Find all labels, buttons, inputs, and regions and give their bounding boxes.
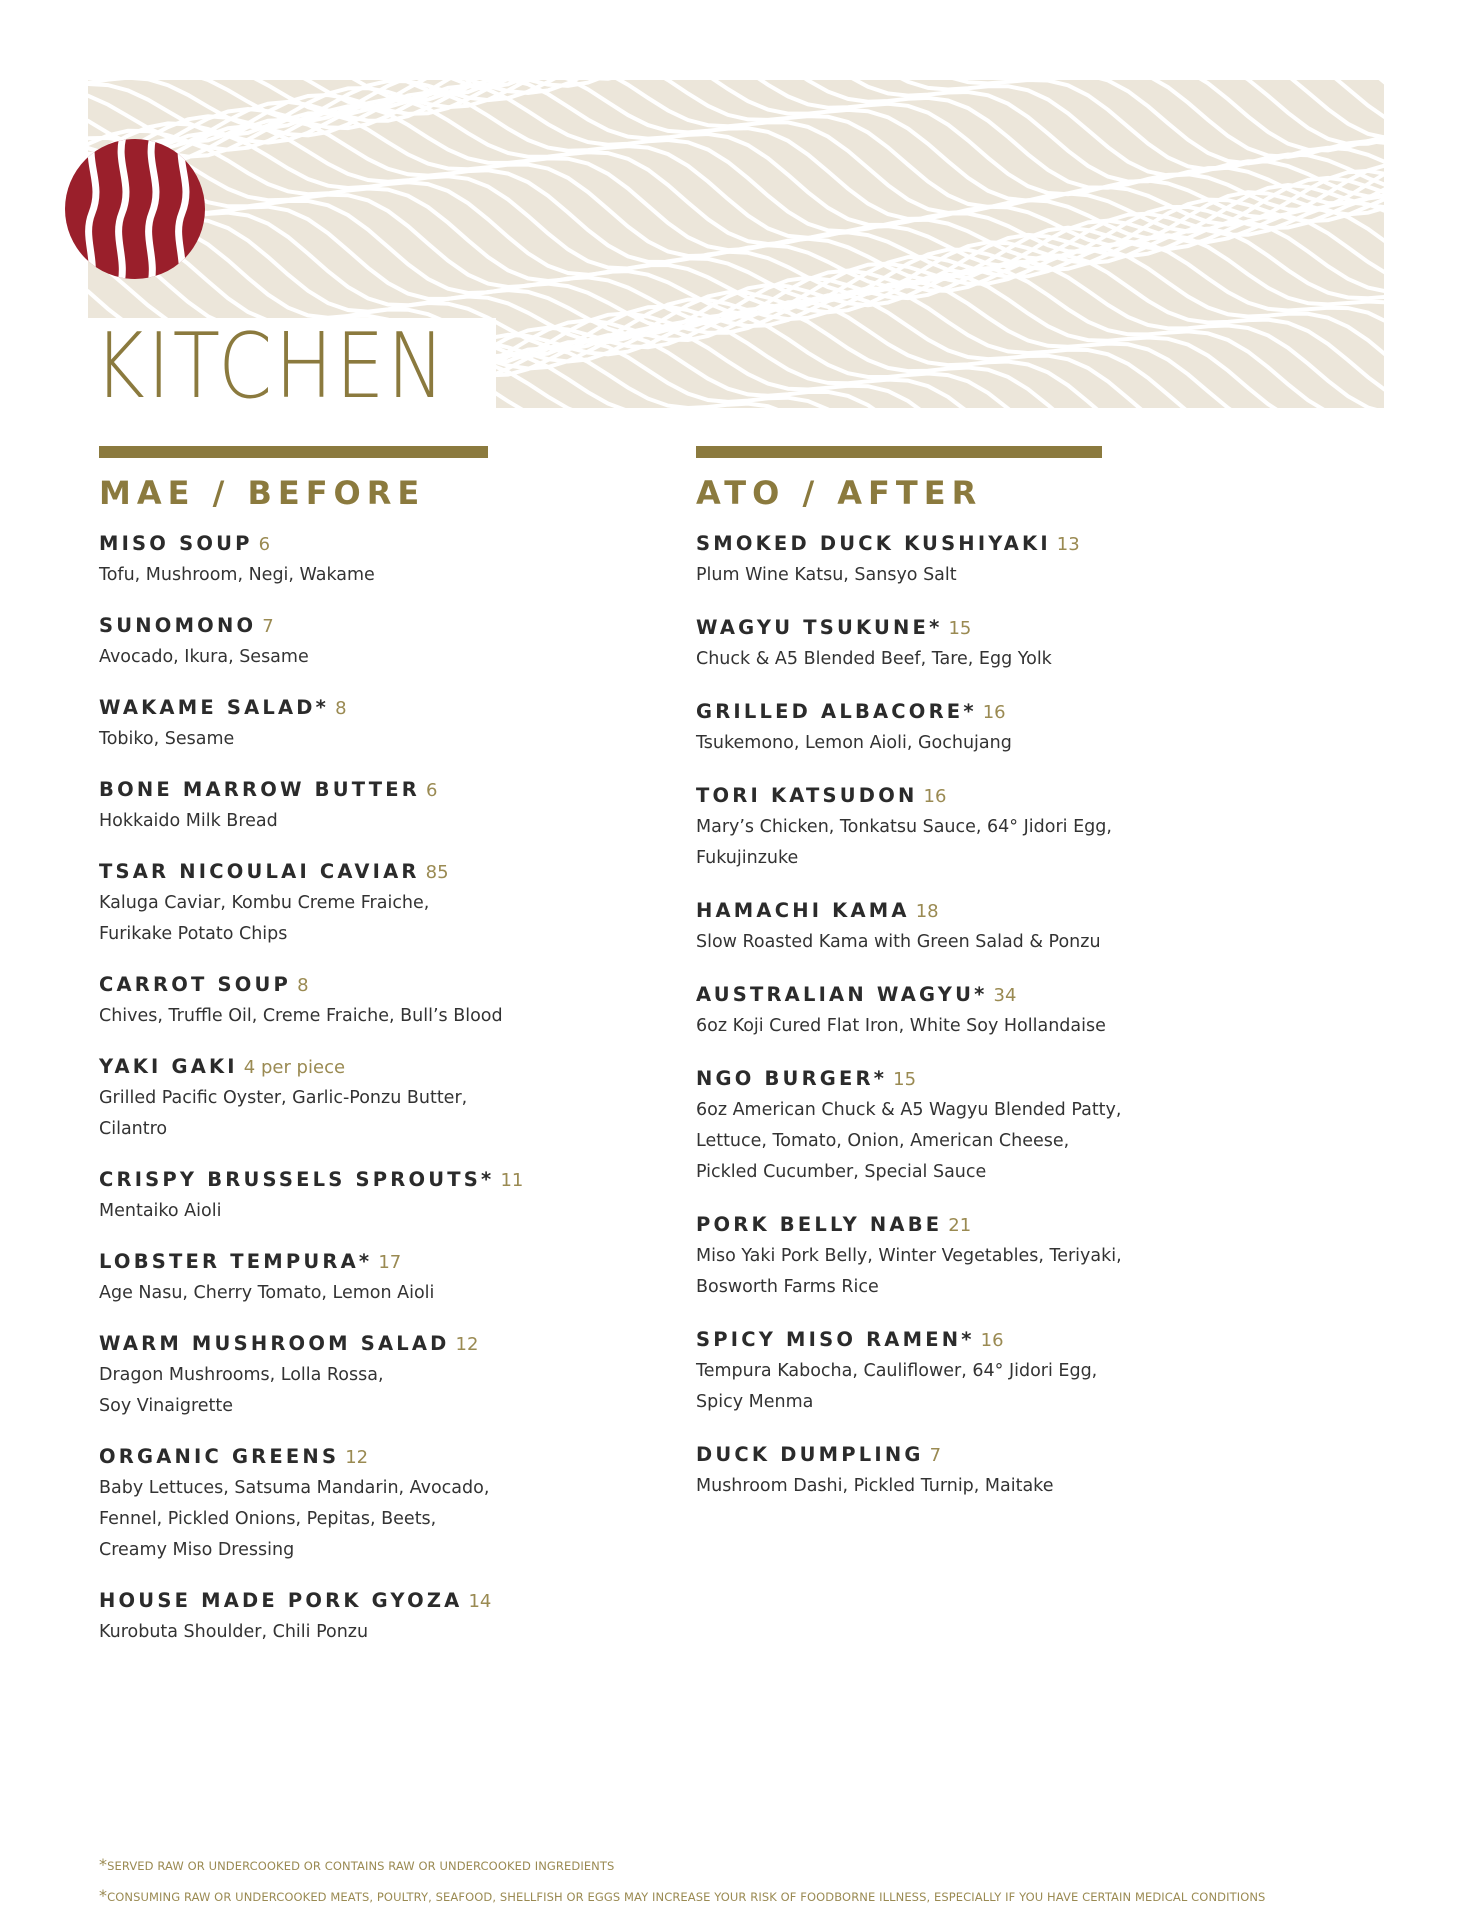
menu-item-name: WAGYU TSUKUNE* [696, 616, 943, 639]
menu-item-description: Hokkaido Milk Bread [99, 811, 278, 831]
menu-item-header [696, 1441, 1156, 1470]
menu-item [696, 1326, 1156, 1417]
menu-item-price: 18 [915, 901, 939, 922]
menu-item-header [696, 782, 1156, 811]
menu-item-name: SUNOMONO [99, 614, 257, 637]
menu-item-description: Plum Wine Katsu, Sansyo Salt [696, 565, 957, 585]
menu-item-description: Mushroom Dashi, Pickled Turnip, Maitake [696, 1476, 1054, 1496]
menu-item-description: Soy Vinaigrette [99, 1396, 234, 1416]
menu-item-description: Tsukemono, Lemon Aioli, Gochujang [696, 733, 1012, 753]
asterisk: * [99, 1886, 108, 1905]
menu-item-name: MISO SOUP [99, 532, 253, 555]
menu-item-name: HAMACHI KAMA [696, 899, 910, 922]
menu-item-price: 16 [923, 786, 947, 807]
footnote-text: CONSUMING RAW OR UNDERCOOKED MEATS, POULTRY, SEAFOOD, SHELLFISH OR EGGS MAY INCREASE YOUR RISK OF FOODBORNE ILLNESS, ESPECIALLY IF YOU HAVE CERTAIN MEDICAL CONDITIONS [107, 1890, 1266, 1904]
menu-item [99, 694, 529, 754]
menu-item-price: 6 [258, 534, 271, 555]
menu-item-description: Spicy Menma [696, 1392, 814, 1412]
menu-item [99, 1166, 529, 1226]
menu-item-header [99, 1587, 529, 1616]
menu-item-price: 7 [262, 616, 274, 637]
section-heading-before: MAE / BEFORE [99, 474, 426, 512]
menu-item-name: DUCK DUMPLING [696, 1443, 924, 1466]
menu-item-header [696, 1065, 1156, 1094]
section-rule [696, 446, 1102, 458]
menu-item-price: 15 [893, 1069, 917, 1090]
menu-item [99, 858, 529, 949]
menu-item-name: ORGANIC GREENS [99, 1445, 340, 1468]
menu-item-name: TORI KATSUDON [696, 784, 918, 807]
menu-item [99, 1587, 529, 1647]
footnote-raw [99, 1850, 1399, 1881]
menu-item [696, 1211, 1156, 1302]
menu-item [99, 1443, 529, 1565]
menu-item [99, 1053, 529, 1144]
menu-item-description: Pickled Cucumber, Special Sauce [696, 1162, 987, 1182]
menu-item-price: 13 [1056, 534, 1080, 555]
menu-item-header [99, 612, 529, 641]
menu-item-header [696, 614, 1156, 643]
menu-item-header [696, 1211, 1156, 1240]
menu-item [696, 698, 1156, 758]
menu-item-price: 34 [993, 985, 1017, 1006]
before-section [99, 446, 529, 1669]
menu-item [99, 1330, 529, 1421]
menu-item-name: CRISPY BRUSSELS SPROUTS* [99, 1168, 495, 1191]
menu-item-price: 21 [948, 1215, 972, 1236]
menu-item-price: 14 [468, 1591, 492, 1612]
menu-item-name: WAKAME SALAD* [99, 696, 330, 719]
after-menu-list [696, 530, 1156, 1501]
menu-item-price: 12 [455, 1334, 479, 1355]
menu-item-price: 4 per piece [243, 1057, 346, 1078]
menu-item-name: NGO BURGER* [696, 1067, 888, 1090]
menu-item-description: Chives, Truffle Oil, Creme Fraiche, Bull’s Blood [99, 1006, 503, 1026]
menu-item-description: Creamy Miso Dressing [99, 1540, 295, 1560]
menu-item-header [99, 971, 529, 1000]
footnote-text: SERVED RAW OR UNDERCOOKED OR CONTAINS RAW OR UNDERCOOKED INGREDIENTS [107, 1859, 615, 1873]
before-menu-list [99, 530, 529, 1647]
menu-item-name: AUSTRALIAN WAGYU* [696, 983, 988, 1006]
menu-item [696, 981, 1156, 1041]
menu-item-header [99, 1166, 529, 1195]
menu-item-description: Furikake Potato Chips [99, 924, 288, 944]
menu-item-price: 16 [980, 1330, 1004, 1351]
menu-item-name: LOBSTER TEMPURA* [99, 1250, 373, 1273]
menu-item-header [696, 981, 1156, 1010]
menu-item-header [99, 1443, 529, 1472]
menu-item-header [696, 698, 1156, 727]
menu-item-name: SMOKED DUCK KUSHIYAKI [696, 532, 1051, 555]
menu-item-description: Bosworth Farms Rice [696, 1277, 879, 1297]
menu-item-description: Cilantro [99, 1119, 168, 1139]
menu-item [696, 897, 1156, 957]
menu-item-name: YAKI GAKI [99, 1055, 238, 1078]
menu-item-description: Kaluga Caviar, Kombu Creme Fraiche, [99, 893, 430, 913]
menu-item [696, 530, 1156, 590]
footnotes [99, 1850, 1399, 1912]
menu-item-description: Tofu, Mushroom, Negi, Wakame [99, 565, 375, 585]
menu-item-price: 16 [982, 702, 1006, 723]
menu-item-description: Lettuce, Tomato, Onion, American Cheese, [696, 1131, 1070, 1151]
menu-item-header [99, 1053, 529, 1082]
menu-item-price: 15 [948, 618, 972, 639]
menu-item-description: Tobiko, Sesame [99, 729, 235, 749]
menu-item-price: 11 [500, 1170, 524, 1191]
menu-item [696, 1065, 1156, 1187]
menu-item [99, 612, 529, 672]
page-title: KITCHEN [94, 314, 448, 419]
menu-item-price: 85 [425, 862, 449, 883]
section-heading-after: ATO / AFTER [696, 474, 983, 512]
menu-item-name: HOUSE MADE PORK GYOZA [99, 1589, 463, 1612]
menu-item-name: GRILLED ALBACORE* [696, 700, 977, 723]
menu-item-name: CARROT SOUP [99, 973, 292, 996]
menu-item-name: WARM MUSHROOM SALAD [99, 1332, 450, 1355]
footnote-warning [99, 1881, 1399, 1912]
menu-item [99, 1248, 529, 1308]
menu-item-description: Tempura Kabocha, Cauliflower, 64° Jidori Egg, [696, 1361, 1098, 1381]
menu-item-description: Kurobuta Shoulder, Chili Ponzu [99, 1622, 369, 1642]
menu-item-description: 6oz Koji Cured Flat Iron, White Soy Hollandaise [696, 1016, 1106, 1036]
menu-item-description: Dragon Mushrooms, Lolla Rossa, [99, 1365, 384, 1385]
menu-item-header [99, 694, 529, 723]
striped-circle-logo-icon [64, 138, 206, 280]
menu-item-header [99, 776, 529, 805]
menu-item-price: 8 [297, 975, 309, 996]
menu-item-price: 17 [378, 1252, 402, 1273]
after-section [696, 446, 1156, 1525]
menu-item-header [99, 1330, 529, 1359]
section-rule [99, 446, 488, 458]
menu-item-header [696, 530, 1156, 559]
menu-item-header [696, 1326, 1156, 1355]
menu-item-description: Fukujinzuke [696, 848, 799, 868]
menu-item-header [99, 1248, 529, 1277]
asterisk: * [99, 1855, 108, 1874]
menu-item-name: TSAR NICOULAI CAVIAR [99, 860, 420, 883]
menu-item-description: Chuck & A5 Blended Beef, Tare, Egg Yolk [696, 649, 1052, 669]
menu-item-description: Mentaiko Aioli [99, 1201, 222, 1221]
menu-item-price: 12 [345, 1447, 369, 1468]
menu-item-description: Mary’s Chicken, Tonkatsu Sauce, 64° Jidori Egg, [696, 817, 1112, 837]
menu-item-description: Grilled Pacific Oyster, Garlic-Ponzu Butter, [99, 1088, 468, 1108]
menu-item [696, 614, 1156, 674]
menu-item-price: 7 [929, 1445, 942, 1466]
menu-item-description: Age Nasu, Cherry Tomato, Lemon Aioli [99, 1283, 435, 1303]
menu-item [99, 971, 529, 1031]
menu-item-description: 6oz American Chuck & A5 Wagyu Blended Patty, [696, 1100, 1122, 1120]
menu-item-header [696, 897, 1156, 926]
menu-item-header [99, 858, 529, 887]
menu-item-description: Slow Roasted Kama with Green Salad & Ponzu [696, 932, 1101, 952]
menu-item-name: PORK BELLY NABE [696, 1213, 943, 1236]
menu-item-description: Fennel, Pickled Onions, Pepitas, Beets, [99, 1509, 437, 1529]
menu-item-name: BONE MARROW BUTTER [99, 778, 420, 801]
menu-item [99, 530, 529, 590]
menu-item-description: Avocado, Ikura, Sesame [99, 647, 309, 667]
menu-item-price: 8 [335, 698, 347, 719]
menu-item [99, 776, 529, 836]
menu-item [696, 1441, 1156, 1501]
menu-item-name: SPICY MISO RAMEN* [696, 1328, 975, 1351]
menu-item-description: Baby Lettuces, Satsuma Mandarin, Avocado, [99, 1478, 490, 1498]
menu-item-price: 6 [425, 780, 438, 801]
menu-item-description: Miso Yaki Pork Belly, Winter Vegetables, Teriyaki, [696, 1246, 1122, 1266]
menu-item-header [99, 530, 529, 559]
menu-item [696, 782, 1156, 873]
